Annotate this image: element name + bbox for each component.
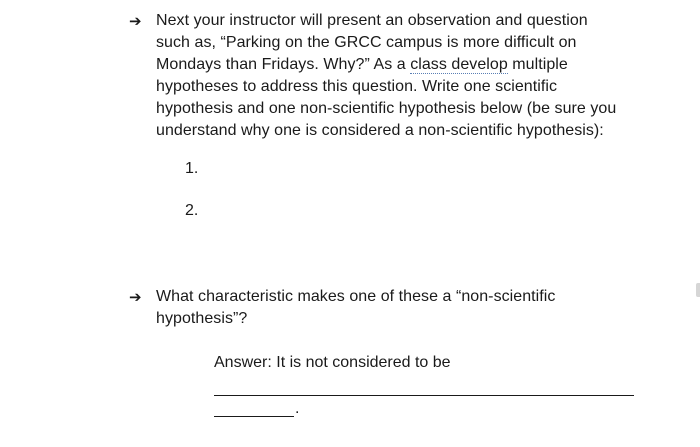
question-2-line: What characteristic makes one of these a “non-scientific	[156, 288, 556, 305]
question-1-line	[156, 54, 676, 76]
list-item-number-2: 2.	[185, 202, 199, 219]
grammar-flagged-phrase: class develop	[410, 56, 508, 73]
arrow-bullet-icon: ➔	[129, 12, 142, 30]
list-item-number-1: 1.	[185, 160, 199, 177]
question-1-line: hypothesis and one non-scientific hypothesis below (be sure you	[156, 100, 617, 117]
arrow-bullet-icon: ➔	[129, 288, 142, 306]
question-1-text	[156, 10, 676, 142]
question-1-line: hypotheses to address this question. Write one scientific	[156, 78, 557, 95]
question-1-line: such as, “Parking on the GRCC campus is more difficult on	[156, 34, 577, 51]
question-1-line-segment: Mondays than Fridays. Why?” As a	[156, 56, 411, 73]
answer-period: .	[295, 400, 300, 417]
question-1-line: understand why one is considered a non-scientific hypothesis):	[156, 122, 604, 139]
question-2-line: hypothesis”?	[156, 310, 248, 327]
answer-blank-line-short[interactable]	[214, 404, 294, 417]
question-1-line-segment: multiple	[507, 56, 568, 73]
answer-label: Answer: It is not considered to be	[214, 354, 451, 371]
answer-blank-line[interactable]	[214, 381, 634, 396]
question-2-text	[156, 286, 676, 330]
page-edge-mark	[696, 283, 700, 297]
question-1-line: Next your instructor will present an observation and question	[156, 12, 588, 29]
